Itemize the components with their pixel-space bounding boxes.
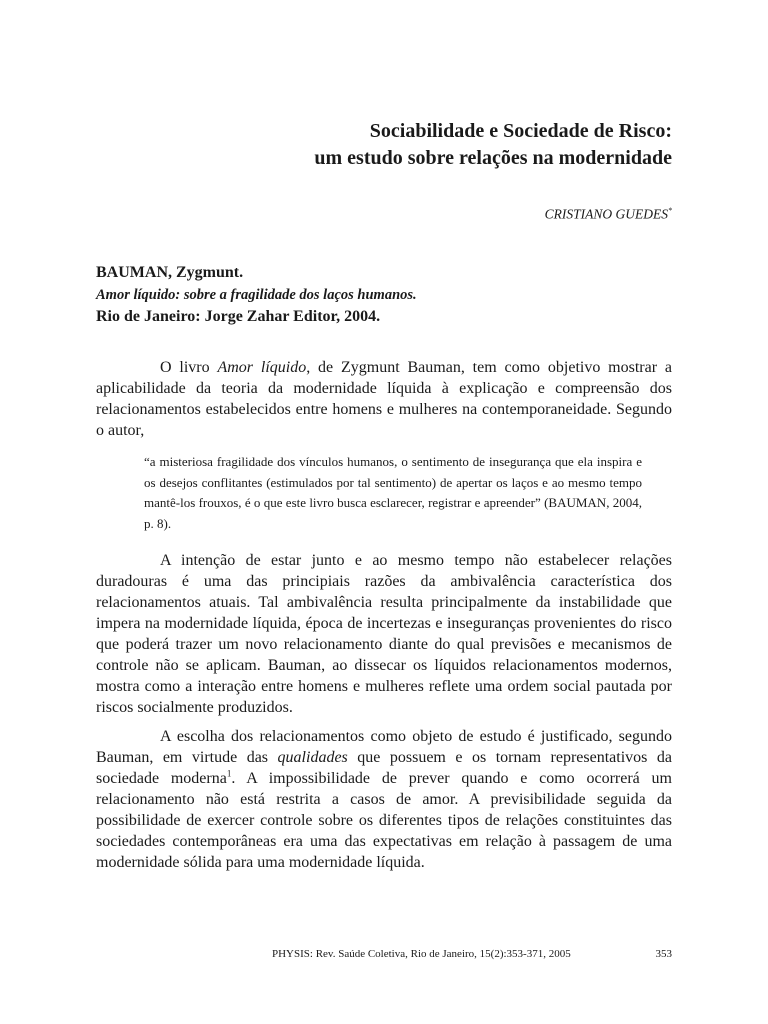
journal-citation: PHYSIS: Rev. Saúde Coletiva, Rio de Janeiro, 15(2):353-371, 2005 <box>272 948 571 960</box>
page-number: 353 <box>655 948 672 960</box>
paragraph-3-rest: . A impossibilidade de prever quando e como ocorrerá um relacionamento não está restrita a casos de amor. A previsibilidade seguida da possibilidade de exercer controle sobre os diferentes tipos de relações constituintes das sociedades contemporâneas era uma das expectativas em relação à passagem de uma modernidade sólida para uma modernidade líquida. <box>96 770 672 871</box>
author-footnote-mark[interactable]: * <box>668 206 672 215</box>
author-name: CRISTIANO GUEDES <box>544 206 668 222</box>
title-line-2: um estudo sobre relações na modernidade <box>314 147 672 169</box>
paragraph-3-mid: que possuem e os tornam representativos da sociedade moderna <box>96 749 673 787</box>
paragraph-1-book-title: Amor líquido <box>217 359 307 376</box>
article-body <box>96 357 672 873</box>
article-title <box>112 118 672 172</box>
reference-author: BAUMAN, Zygmunt. <box>96 264 244 281</box>
reference-publisher: Rio de Janeiro: Jorge Zahar Editor, 2004. <box>96 308 381 325</box>
reference-book-title: Amor líquido: sobre a fragilidade dos laços humanos. <box>96 287 417 303</box>
paragraph-3-emphasis: qualidades <box>277 749 348 766</box>
paragraph-3-start: A escolha dos relacionamentos como objeto de estudo é justificado, segundo Bauman, em virtude das <box>96 728 672 766</box>
title-line-1: Sociabilidade e Sociedade de Risco: <box>369 120 672 142</box>
paragraph-2: A intenção de estar junto e ao mesmo tempo não estabelecer relações duradouras é uma das principiais razões da ambivalência característica dos relacionamentos atuais. Tal ambivalência resulta principalmente da instabilidade que impera na modernidade líquida, época de incertezas e inseguranças provenientes do risco que poderá trazer um novo relacionamento diante do qual previsões e mecanismos de controle não se aplicam. Bauman, ao dissecar os líquidos relacionamentos modernos, mostra como a interação entre homens e mulheres reflete uma ordem social pautada por riscos socialmente produzidos. <box>96 552 672 716</box>
paragraph-1-start: O livro <box>160 359 218 376</box>
paragraph-1-rest: , de Zygmunt Bauman, tem como objetivo mostrar a aplicabilidade da teoria da modernidade líquida à explicação e compreensão dos relacionamentos estabelecidos entre homens e mulheres na contemporaneidade. Segundo o autor, <box>96 359 672 439</box>
paragraph-1 <box>96 357 672 441</box>
author-line <box>545 206 672 223</box>
block-quote: “a misteriosa fragilidade dos vínculos humanos, o sentimento de insegurança que ela inspira e os desejos conflitantes (estimulados por tal sentimento) de apertar os laços e ao mesmo tempo mantê-los frouxos, é o que este livro busca esclarecer, registrar e apreender” (BAUMAN, 2004, p. 8). <box>144 454 642 531</box>
paragraph-3 <box>96 726 672 873</box>
book-reference <box>96 262 672 328</box>
footnote-mark-1[interactable]: 1 <box>226 768 232 779</box>
